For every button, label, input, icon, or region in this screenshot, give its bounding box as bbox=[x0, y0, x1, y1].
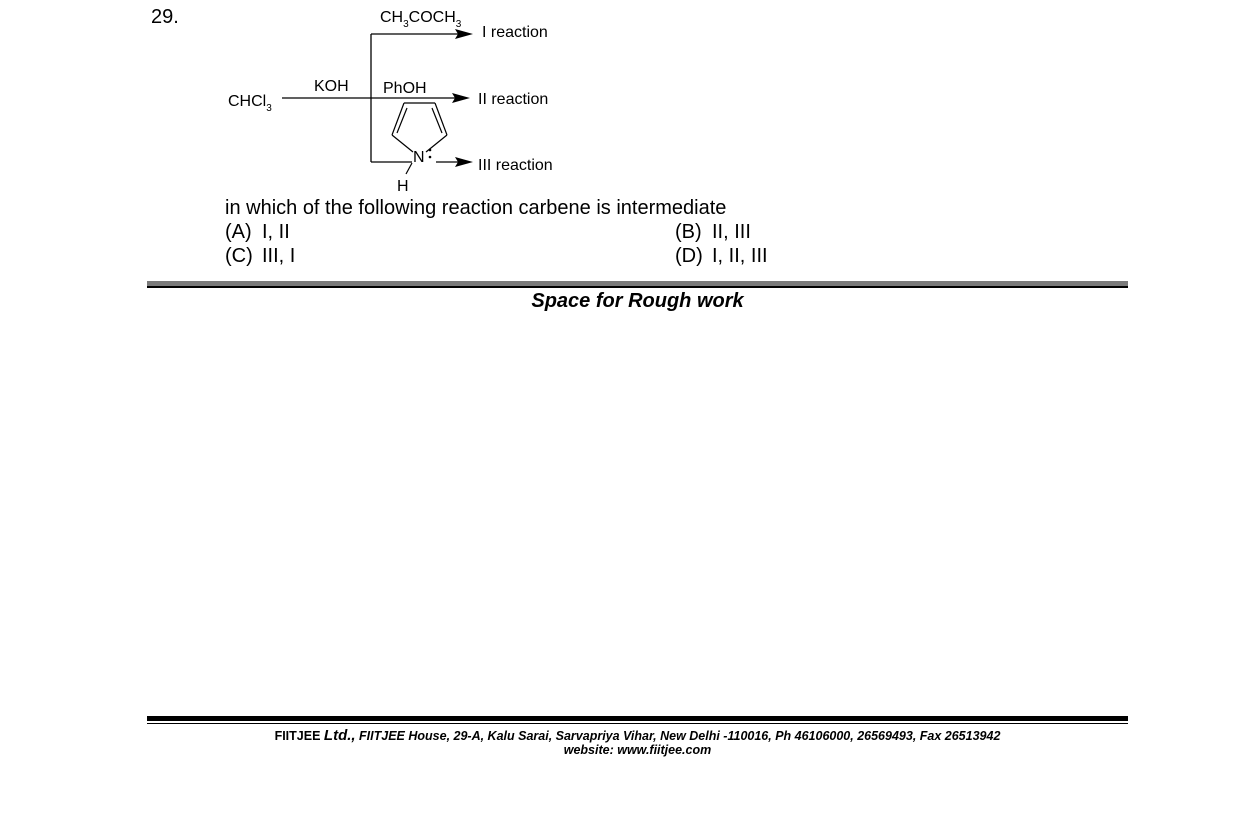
question-number: 29. bbox=[151, 6, 179, 28]
option-label: (B) bbox=[675, 221, 702, 243]
product-1-label: I reaction bbox=[482, 24, 548, 41]
reactant-label: CHCl$_3$ bbox=[228, 93, 272, 114]
footer-rule-thick bbox=[147, 716, 1128, 721]
section-divider bbox=[147, 281, 1128, 288]
option-a[interactable] bbox=[225, 221, 290, 244]
option-label: (A) bbox=[225, 221, 252, 243]
option-b[interactable] bbox=[675, 221, 751, 244]
pyrrole-nitrogen-label: N bbox=[413, 149, 425, 166]
option-text: I, II bbox=[262, 221, 290, 243]
option-text: II, III bbox=[712, 221, 751, 243]
pyrrole-hydrogen-label: H bbox=[397, 178, 409, 195]
option-text: I, II, III bbox=[712, 245, 768, 267]
reaction-scheme bbox=[0, 0, 620, 200]
footer-ltd: Ltd., bbox=[323, 727, 356, 744]
option-label: (C) bbox=[225, 245, 253, 267]
rough-work-heading: Space for Rough work bbox=[531, 290, 744, 312]
reagent-1-label: $CH_3COCH_3$ bbox=[380, 9, 462, 30]
lone-pair-dot bbox=[429, 149, 432, 152]
question-stem: in which of the following reaction carbene is intermediate bbox=[225, 197, 727, 219]
product-2-label: II reaction bbox=[478, 91, 549, 108]
footer-address-line bbox=[0, 727, 1238, 744]
base-label: KOH bbox=[314, 78, 349, 95]
option-text: III, I bbox=[262, 245, 296, 267]
option-d[interactable] bbox=[675, 245, 768, 268]
option-label: (D) bbox=[675, 245, 703, 267]
footer-rule-thin bbox=[147, 723, 1128, 724]
footer-brand: FIITJEE bbox=[274, 729, 321, 743]
footer-address: FIITJEE House, 29-A, Kalu Sarai, Sarvapriya Vihar, New Delhi -110016, Ph 46106000, 26569493, Fax 26513942 bbox=[359, 729, 1001, 743]
product-3-label: III reaction bbox=[478, 157, 553, 174]
option-c[interactable] bbox=[225, 245, 295, 268]
footer-website[interactable]: website: www.fiitjee.com bbox=[563, 743, 712, 757]
reagent-2-label: PhOH bbox=[383, 80, 427, 97]
lone-pair-dot bbox=[429, 156, 432, 159]
